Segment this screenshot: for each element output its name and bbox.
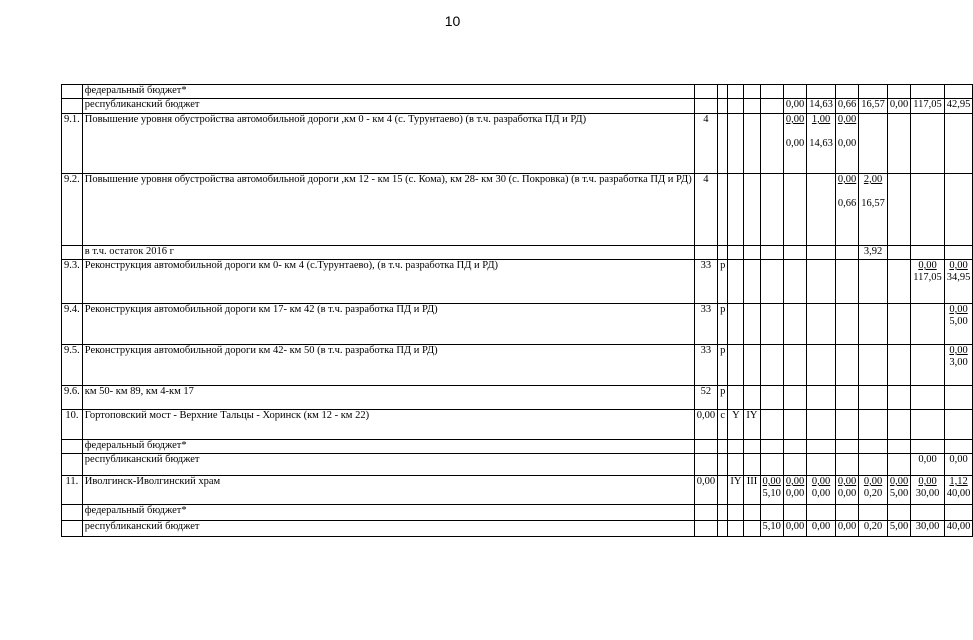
table-row	[62, 345, 973, 386]
cell-value: 0,00	[783, 521, 806, 537]
table-row	[62, 410, 973, 440]
cell-value	[807, 476, 836, 505]
cell-value-top: 0,00	[762, 476, 781, 487]
cell-value	[760, 476, 783, 505]
cell-value	[944, 345, 973, 386]
cell-value: 0,00	[911, 454, 945, 476]
cell-value: 0,00	[783, 99, 806, 114]
cell-value: 5,10	[760, 521, 783, 537]
cell-value	[887, 476, 910, 505]
cell-value: 0,00	[944, 454, 973, 476]
row-label: Иволгинск-Иволгинский храм	[82, 476, 694, 505]
cell-value: р	[718, 304, 728, 345]
table-row	[62, 260, 973, 304]
row-label: Повышение уровня обустройства автомобильной дороги ,км 0 - км 4 (с. Турунтаево) (в т.ч. разработка ПД и РД)	[82, 114, 694, 174]
cell-value-top: 1,00	[811, 114, 831, 125]
row-label: в т.ч. остаток 2016 г	[82, 246, 694, 260]
cell-value-bottom: 0,00	[837, 488, 857, 499]
cell-value-top: 0,00	[949, 260, 968, 271]
cell-value-top: 0,00	[837, 114, 857, 125]
cell-value-bottom: 3,00	[949, 357, 968, 368]
cell-value-bottom: 40,00	[946, 488, 971, 499]
cell-value-bottom: 34,95	[946, 272, 971, 283]
cell-value	[911, 260, 945, 304]
cell-value-top: 0,00	[837, 476, 857, 487]
row-number: 9.1.	[62, 114, 83, 174]
table-row	[62, 440, 973, 454]
table-row	[62, 99, 973, 114]
cell-value-top: 0,00	[837, 174, 857, 185]
cell-value	[835, 476, 858, 505]
cell-value-bottom: 0,00	[811, 488, 831, 499]
cell-value-bottom: 0,20	[863, 488, 883, 499]
cell-value: 3,92	[859, 246, 888, 260]
cell-value-top: 0,00	[863, 476, 883, 487]
cell-value: р	[718, 260, 728, 304]
table-row	[62, 386, 973, 410]
cell-value: III	[744, 476, 760, 505]
cell-value: р	[718, 345, 728, 386]
budget-table	[61, 84, 973, 537]
cell-value: 14,63	[807, 99, 836, 114]
cell-value	[944, 476, 973, 505]
cell-value-top: 0,00	[785, 114, 805, 125]
page-number: 10	[444, 13, 461, 29]
cell-value-bottom: 0,00	[785, 488, 805, 499]
row-number: 9.6.	[62, 386, 83, 410]
cell-value-top: 0,00	[918, 476, 937, 487]
cell-value: 0,00	[887, 99, 910, 114]
row-label: Реконструкция автомобильной дороги км 42- км 50 (в т.ч. разработка ПД и РД)	[82, 345, 694, 386]
cell-value: 117,05	[911, 99, 945, 114]
row-number: 10.	[62, 410, 83, 440]
table-row	[62, 476, 973, 505]
cell-value	[859, 476, 888, 505]
cell-value: 16,57	[859, 99, 888, 114]
row-label: Реконструкция автомобильной дороги км 0- км 4 (с.Турунтаево), (в т.ч. разработка ПД и РД)	[82, 260, 694, 304]
cell-value: р	[718, 386, 728, 410]
cell-value-top: 0,00	[785, 476, 805, 487]
cell-value: 0,00	[835, 521, 858, 537]
cell-value-top: 0,00	[918, 260, 937, 271]
row-number: 9.3.	[62, 260, 83, 304]
row-label: км 50- км 89, км 4-км 17	[82, 386, 694, 410]
cell-value: IY	[728, 476, 744, 505]
table-row	[62, 174, 973, 246]
cell-value	[944, 260, 973, 304]
cell-value-top: 0,00	[949, 345, 968, 356]
cell-value: 40,00	[944, 521, 973, 537]
cell-value: 0,00	[807, 521, 836, 537]
table-row	[62, 85, 973, 99]
row-number: 9.5.	[62, 345, 83, 386]
cell-value: IY	[744, 410, 760, 440]
cell-value-bottom: 0,00	[785, 138, 805, 149]
cell-value	[835, 174, 858, 246]
cell-value	[835, 114, 858, 174]
table-row	[62, 114, 973, 174]
cell-value: 0,00	[694, 410, 717, 440]
cell-value: 0,66	[835, 99, 858, 114]
cell-value: Y	[728, 410, 744, 440]
row-label: республиканский бюджет	[82, 521, 694, 537]
cell-value-top: 0,00	[949, 304, 968, 315]
cell-value	[911, 476, 945, 505]
cell-value	[783, 114, 806, 174]
row-number: 9.2.	[62, 174, 83, 246]
row-number: 9.4.	[62, 304, 83, 345]
row-label: федеральный бюджет*	[82, 505, 694, 521]
cell-value-bottom: 117,05	[913, 272, 942, 283]
cell-value-bottom: 0,66	[837, 198, 857, 209]
cell-value-bottom: 30,00	[915, 488, 940, 499]
row-number: 11.	[62, 476, 83, 505]
cell-value: 5,00	[887, 521, 910, 537]
row-label: республиканский бюджет	[82, 454, 694, 476]
cell-value	[859, 174, 888, 246]
cell-value: 42,95	[944, 99, 973, 114]
cell-value-bottom: 5,00	[889, 488, 909, 499]
cell-value: 0,20	[859, 521, 888, 537]
row-label: Реконструкция автомобильной дороги км 17- км 42 (в т.ч. разработка ПД и РД)	[82, 304, 694, 345]
row-label: Повышение уровня обустройства автомобильной дороги ,км 12 - км 15 (с. Кома), км 28- км 30 (с. Покровка) (в т.ч. разработка ПД и РД)	[82, 174, 694, 246]
cell-value-top: 1,12	[949, 476, 968, 487]
cell-value	[807, 114, 836, 174]
cell-value-top: 0,00	[889, 476, 909, 487]
table-row	[62, 246, 973, 260]
cell-value: 33	[694, 304, 717, 345]
row-label: Гортоповский мост - Верхние Тальцы - Хоринск (км 12 - км 22)	[82, 410, 694, 440]
cell-value: 4	[694, 114, 717, 174]
cell-value-bottom: 16,57	[861, 198, 885, 209]
cell-value	[783, 476, 806, 505]
table-row	[62, 505, 973, 521]
cell-value: 33	[694, 345, 717, 386]
cell-value: 33	[694, 260, 717, 304]
table-row	[62, 304, 973, 345]
row-label: республиканский бюджет	[82, 99, 694, 114]
cell-value: 4	[694, 174, 717, 246]
cell-value: с	[718, 410, 728, 440]
table-row	[62, 521, 973, 537]
cell-value-bottom: 14,63	[809, 138, 833, 149]
cell-value: 30,00	[911, 521, 945, 537]
table-row	[62, 454, 973, 476]
cell-value: 52	[694, 386, 717, 410]
cell-value	[944, 304, 973, 345]
cell-value-bottom: 0,00	[837, 138, 857, 149]
row-label: федеральный бюджет*	[82, 440, 694, 454]
cell-value-bottom: 5,10	[762, 488, 781, 499]
cell-value-top: 2,00	[863, 174, 883, 185]
row-label: федеральный бюджет*	[82, 85, 694, 99]
cell-value: 0,00	[694, 476, 717, 505]
cell-value-top: 0,00	[811, 476, 831, 487]
cell-value-bottom: 5,00	[949, 316, 968, 327]
